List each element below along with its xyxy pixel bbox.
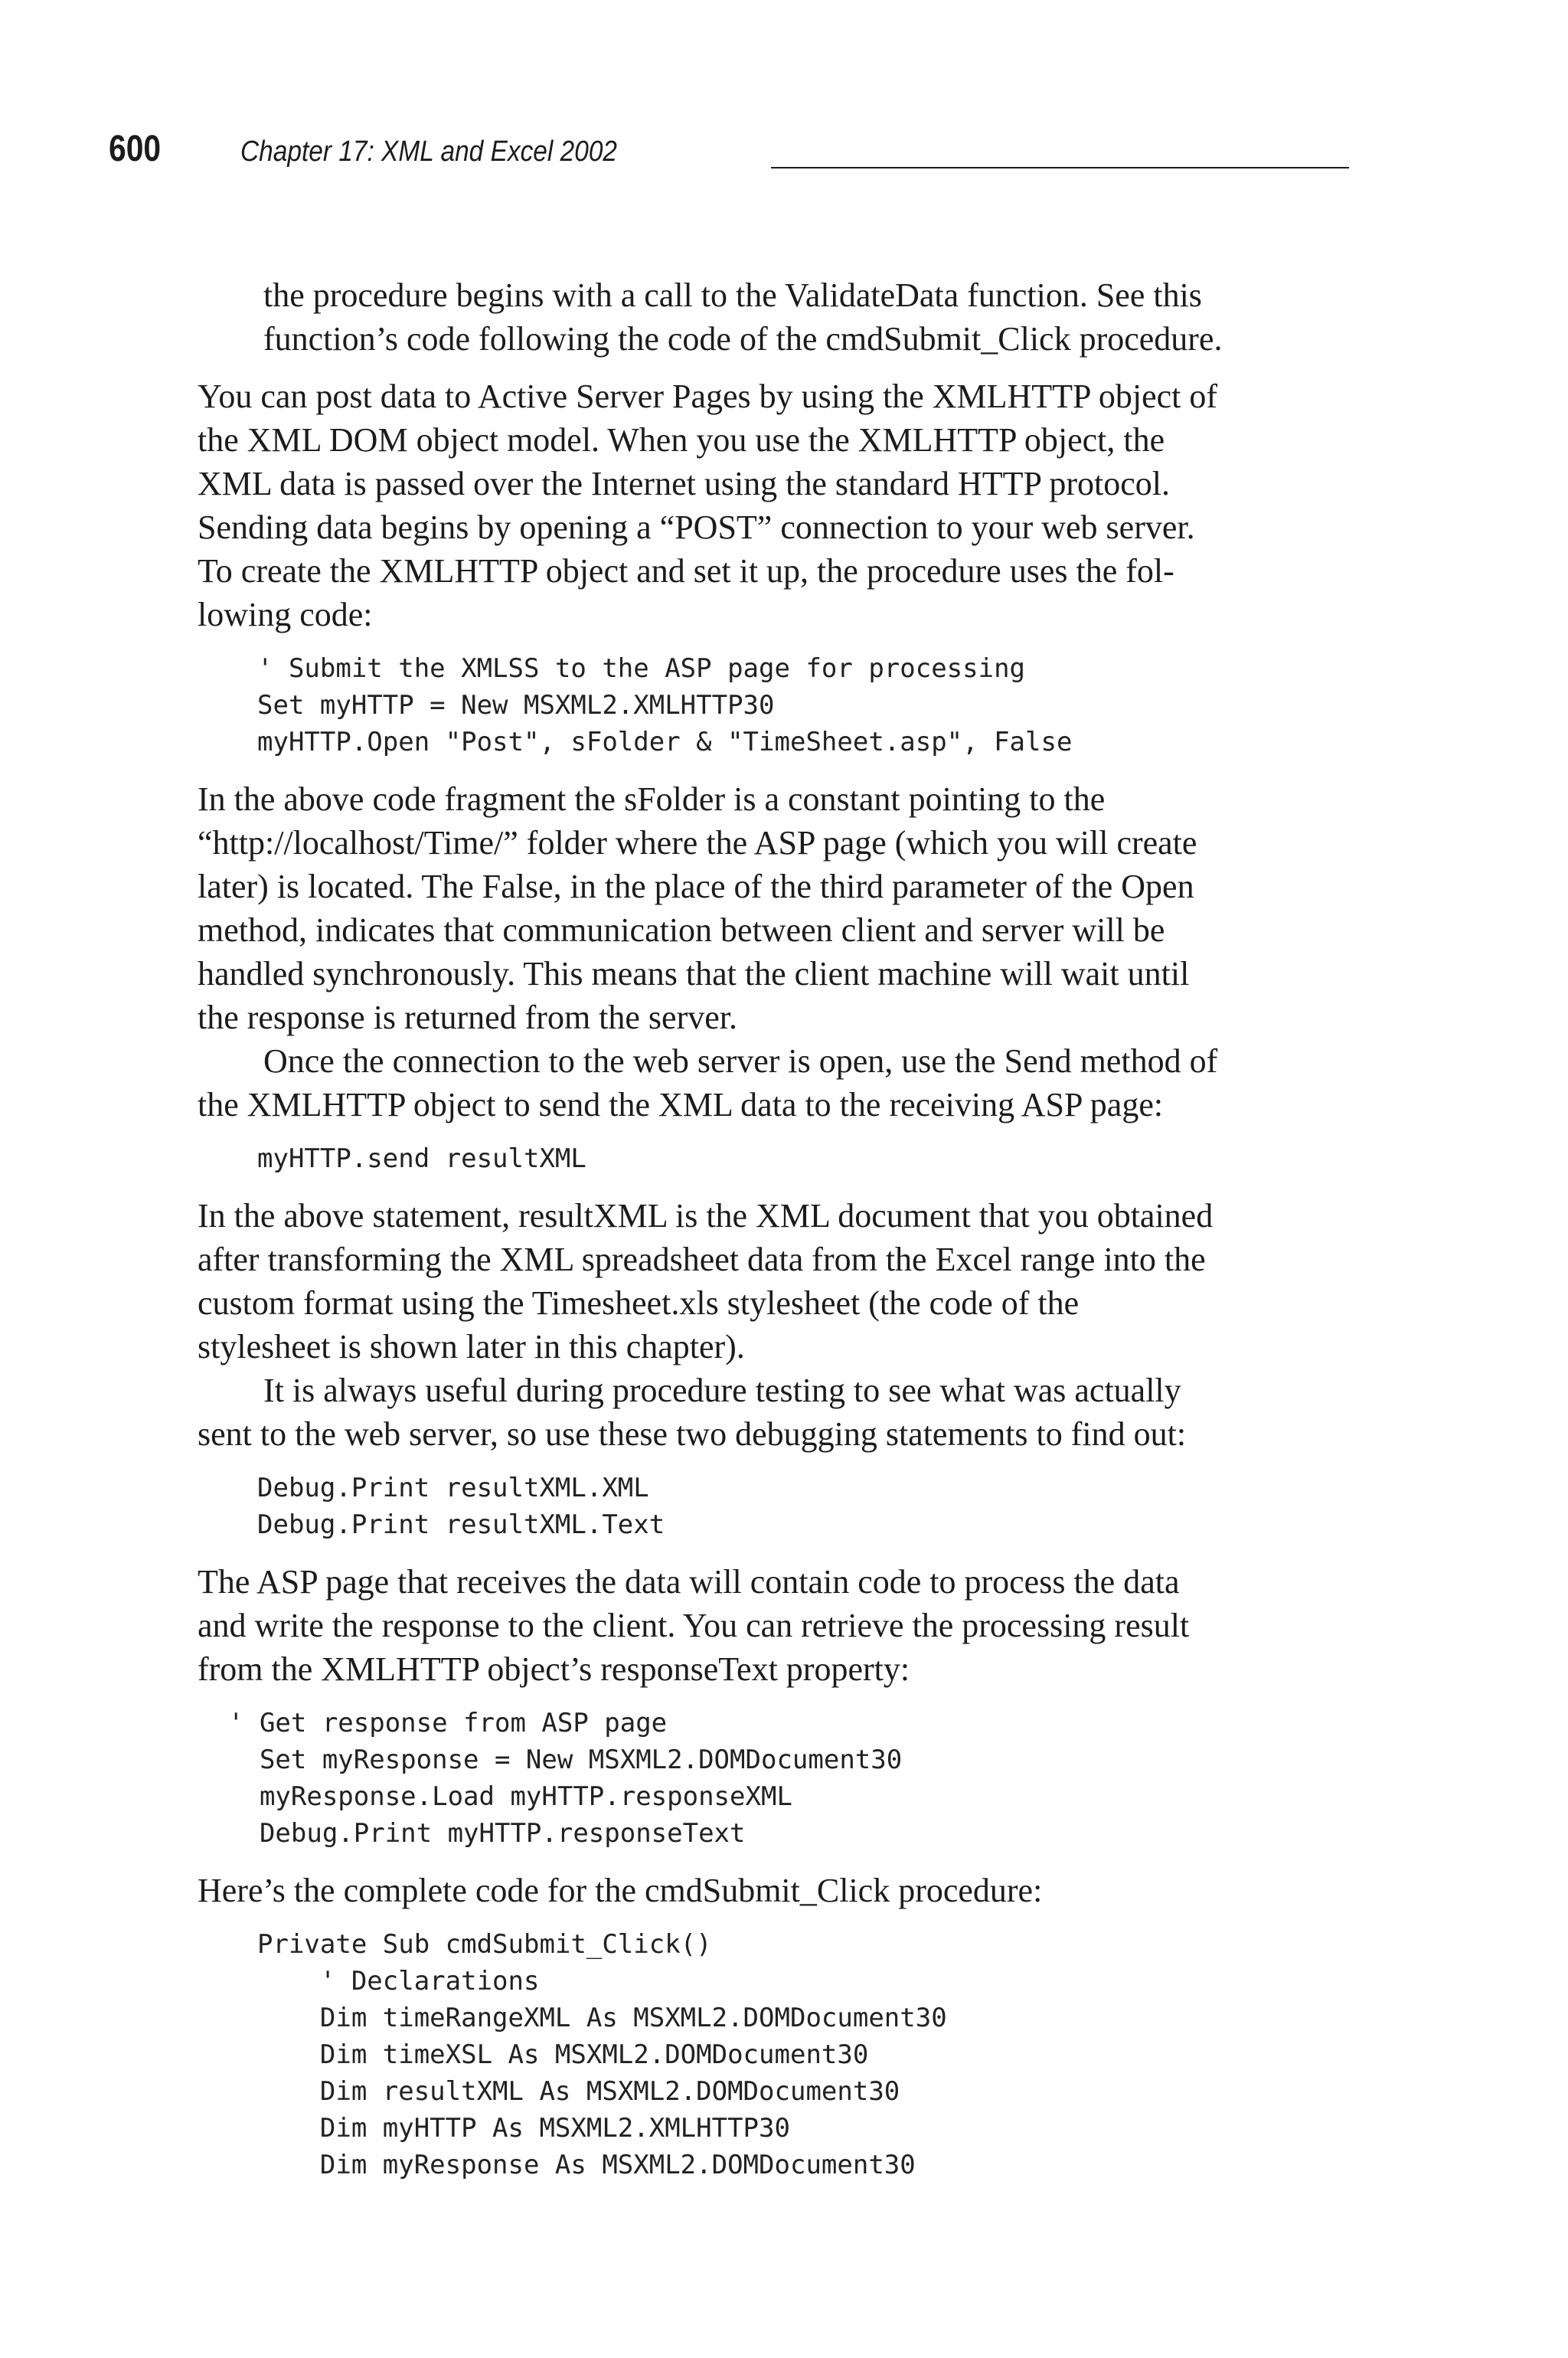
text-line: lowing code: [198,596,373,633]
code-block-open-connection [257,650,1369,760]
text-line: XML data is passed over the Internet using the standard HTTP protocol. [198,465,1170,502]
text-line: the XML DOM object model. When you use the XMLHTTP object, the [198,421,1165,459]
chapter-title: Chapter 17: XML and Excel 2002 [240,136,618,168]
paragraph-xmlhttp-intro [198,374,1369,636]
text-line: Sending data begins by opening a “POST” connection to your web server. [198,509,1195,546]
code-block-send [257,1140,1369,1177]
paragraph-complete-code [198,1869,1369,1912]
code-line: ' Submit the XMLSS to the ASP page for processing [257,653,1026,684]
page-number: 600 [109,129,162,169]
page-header [109,123,1360,176]
paragraph-resultxml [198,1194,1369,1369]
text-line: the response is returned from the server. [198,999,737,1036]
code-line: Dim timeRangeXML As MSXML2.DOMDocument30 [257,2003,947,2033]
text-line: “http://localhost/Time/” folder where the ASP page (which you will create [198,824,1197,862]
code-line: myResponse.Load myHTTP.responseXML [228,1781,792,1812]
code-line: myHTTP.send resultXML [257,1143,586,1174]
text-line: the XMLHTTP object to send the XML data to the receiving ASP page: [198,1086,1164,1123]
paragraph-continuation [198,273,1369,361]
code-block-get-response [228,1705,1369,1852]
text-line: after transforming the XML spreadsheet data from the Excel range into the [198,1241,1206,1278]
text-line: You can post data to Active Server Pages by using the XMLHTTP object of [198,378,1218,415]
header-rule [771,167,1349,168]
code-line: Debug.Print resultXML.XML [257,1473,649,1503]
code-line: Dim timeXSL As MSXML2.DOMDocument30 [257,2039,869,2070]
code-line: ' Get response from ASP page [228,1708,668,1738]
paragraph-sfolder [198,777,1369,1039]
text-line: from the XMLHTTP object’s responseText property: [198,1650,910,1688]
text-line: method, indicates that communication between client and server will be [198,911,1165,949]
code-block-cmdsubmit-click [257,1926,1369,2183]
text-line: It is always useful during procedure testing to see what was actually [263,1372,1181,1409]
code-line: Private Sub cmdSubmit_Click() [257,1929,712,1960]
code-line: myHTTP.Open "Post", sFolder & "TimeSheet.asp", False [257,727,1073,757]
paragraph-asp-response [198,1560,1369,1691]
code-line: Set myResponse = New MSXML2.DOMDocument30 [228,1745,903,1775]
text-line: In the above statement, resultXML is the XML document that you obtained [198,1197,1214,1235]
text-line: Here’s the complete code for the cmdSubmit_Click procedure: [198,1872,1043,1909]
code-line: Dim myHTTP As MSXML2.XMLHTTP30 [257,2113,790,2144]
text-line: custom format using the Timesheet.xls stylesheet (the code of the [198,1284,1080,1322]
text-line: handled synchronously. This means that the client machine will wait until [198,955,1190,993]
text-line: To create the XMLHTTP object and set it up, the procedure uses the fol- [198,552,1174,590]
text-line: The ASP page that receives the data will contain code to process the data [198,1563,1180,1601]
code-block-debug-print [257,1470,1369,1543]
text-line: Once the connection to the web server is open, use the Send method of [263,1042,1218,1080]
code-line: Dim myResponse As MSXML2.DOMDocument30 [257,2150,916,2180]
text-line: stylesheet is shown later in this chapter). [198,1328,745,1365]
text-line: and write the response to the client. You can retrieve the processing result [198,1607,1190,1644]
code-line: Debug.Print resultXML.Text [257,1509,665,1540]
page-body [198,273,1369,2200]
code-line: Set myHTTP = New MSXML2.XMLHTTP30 [257,690,775,721]
paragraph-send-method [198,1039,1369,1127]
text-line: the procedure begins with a call to the ValidateData function. See this [263,276,1202,314]
text-line: In the above code fragment the sFolder is a constant pointing to the [198,780,1106,818]
text-line: sent to the web server, so use these two debugging statements to find out: [198,1415,1187,1453]
code-line: Dim resultXML As MSXML2.DOMDocument30 [257,2076,900,2107]
paragraph-debugging [198,1369,1369,1456]
text-line: later) is located. The False, in the place of the third parameter of the Open [198,868,1194,905]
code-line: Debug.Print myHTTP.responseText [228,1818,746,1849]
code-line: ' Declarations [257,1966,540,1997]
text-line: function’s code following the code of the cmdSubmit_Click procedure. [263,320,1223,358]
